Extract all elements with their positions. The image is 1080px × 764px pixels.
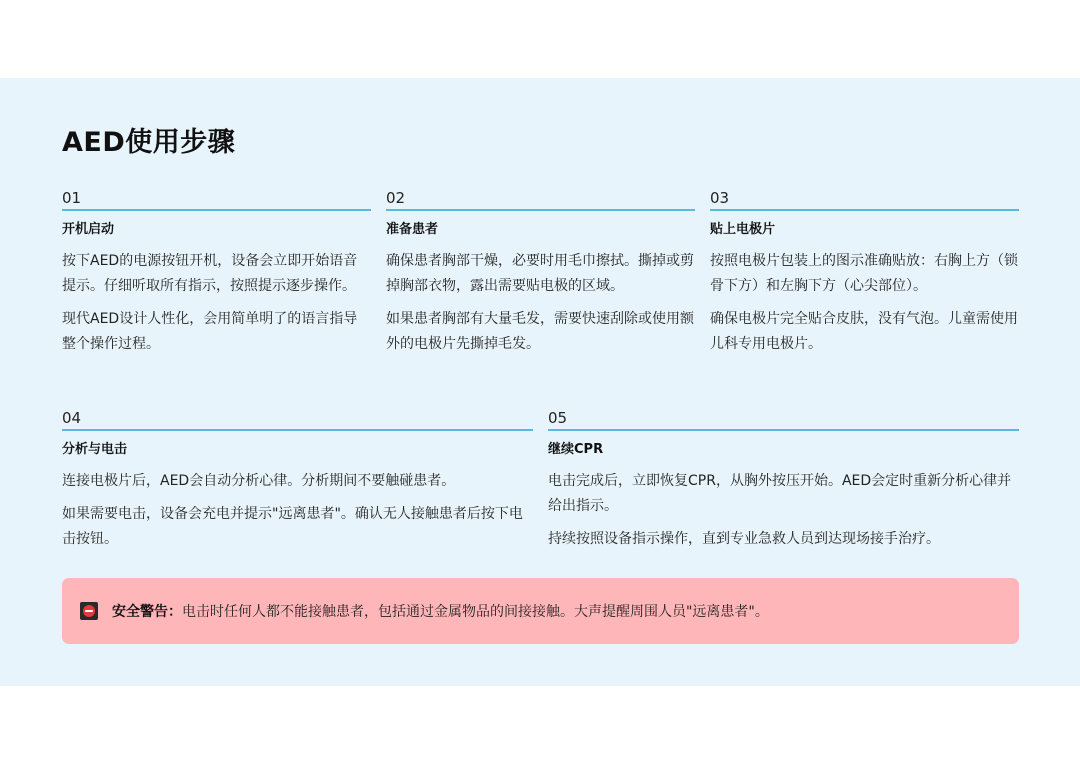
step-number: 02	[386, 188, 695, 211]
step-title: 贴上电极片	[710, 222, 776, 237]
step-title: 继续CPR	[548, 442, 604, 457]
step-paragraph: 如果患者胸部有大量毛发，需要快速刮除或使用额外的电极片先撕掉毛发。	[386, 311, 694, 352]
warning-label: 安全警告：	[112, 604, 182, 620]
step-3	[710, 188, 1019, 357]
step-title: 准备患者	[386, 222, 439, 237]
step-paragraph: 确保电极片完全贴合皮肤，没有气泡。儿童需使用儿科专用电极片。	[710, 311, 1018, 352]
step-paragraph: 按下AED的电源按钮开机，设备会立即开始语音提示。仔细听取所有指示，按照提示逐步操作。	[62, 253, 358, 294]
step-4	[62, 408, 533, 552]
step-number: 04	[62, 408, 533, 431]
step-5	[548, 408, 1019, 552]
step-paragraph: 按照电极片包装上的图示准确贴放：右胸上方（锁骨下方）和左胸下方（心尖部位）。	[710, 253, 1018, 294]
step-number: 01	[62, 188, 371, 211]
page-title: AED使用步骤	[62, 127, 236, 158]
step-number: 05	[548, 408, 1019, 431]
step-paragraph: 电击完成后，立即恢复CPR，从胸外按压开始。AED会定时重新分析心律并给出指示。	[548, 473, 1012, 514]
step-paragraph: 持续按照设备指示操作，直到专业急救人员到达现场接手治疗。	[548, 531, 940, 547]
slide	[0, 78, 1080, 686]
step-paragraph: 连接电极片后，AED会自动分析心律。分析期间不要触碰患者。	[62, 473, 456, 489]
step-1	[62, 188, 371, 357]
step-title: 分析与电击	[62, 442, 128, 457]
warning-text: 电击时任何人都不能接触患者，包括通过金属物品的间接接触。大声提醒周围人员"远离患者"。	[182, 604, 769, 620]
step-number: 03	[710, 188, 1019, 211]
step-2	[386, 188, 695, 357]
step-paragraph: 确保患者胸部干燥，必要时用毛巾擦拭。撕掉或剪掉胸部衣物，露出需要贴电极的区域。	[386, 253, 694, 294]
warning-icon	[80, 602, 98, 620]
step-paragraph: 如果需要电击，设备会充电并提示"远离患者"。确认无人接触患者后按下电击按钮。	[62, 506, 523, 547]
safety-warning-banner	[62, 578, 1019, 644]
step-title: 开机启动	[62, 222, 115, 237]
step-paragraph: 现代AED设计人性化，会用简单明了的语言指导整个操作过程。	[62, 311, 358, 352]
